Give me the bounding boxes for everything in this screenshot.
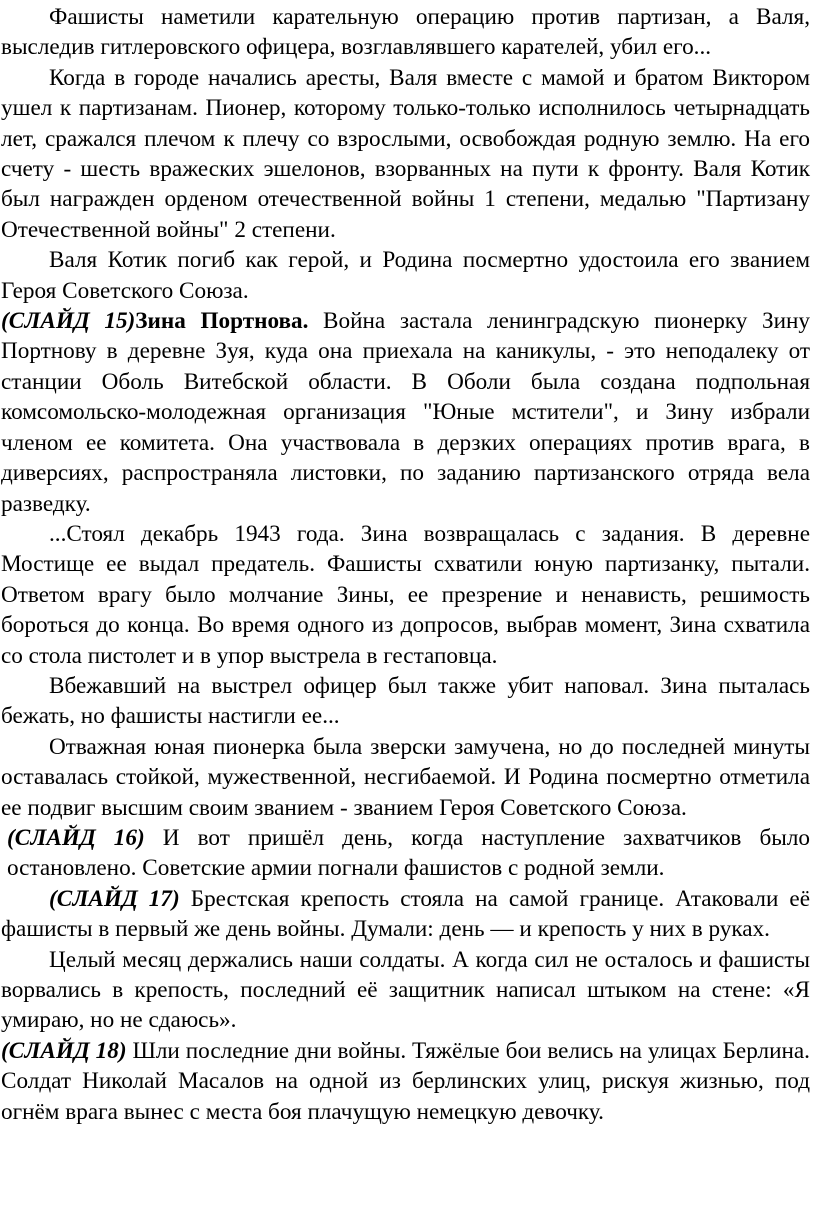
paragraph-body: Война застала ленинградскую пионерку Зину Портнову в деревне Зуя, куда она приехала на каникулы, - это неподалеку от станции Оболь Витебской области. В Оболи была создана подпольная комсомольско-молодежная организация "Юные мстители", и Зину избрали членом ее комитета. Она участвовала в дерзких операциях против врага, в диверсиях, распространяла листовки, по заданию партизанского отряда вела разведку.	[1, 308, 810, 517]
paragraph-brest-defenders: Целый месяц держались наши солдаты. А когда сил не осталось и фашисты ворвались в крепость, последний её защитник написал штыком на стене: «Я умираю, но не сдаюсь».	[1, 946, 810, 1034]
paragraph-zina-hero: Отважная юная пионерка была зверски замучена, но до последней минуты оставалась стойкой, мужественной, несгибаемой. И Родина посмертно отметила ее подвиг высшим своим званием - званием Героя Советского Союза.	[1, 733, 810, 821]
hero-name-zina: Зина Портнова.	[135, 308, 309, 335]
paragraph-zina-portnova	[1, 306, 810, 519]
paragraph-december-1943: ...Стоял декабрь 1943 года. Зина возвращалась с задания. В деревне Мостище ее выдал предатель. Фашисты схватили юную партизанку, пытали. Ответом врагу было молчание Зины, ее презрение и ненависть, решимость бороться до конца. Во время одного из допросов, выбрав момент, Зина схватила со стола пистолет и в упор выстрела в гестаповца.	[1, 520, 810, 669]
paragraph-partisan-operation: Фашисты наметили карательную операцию против партизан, а Валя, выследив гитлеровского офицера, возглавлявшего карателей, убил его...	[1, 4, 810, 61]
paragraph-body: Шли последние дни войны. Тяжёлые бои велись на улицах Берлина. Солдат Николай Масалов на одной из берлинских улиц, рискуя жизнью, под огнём врага вынес с места боя плачущую немецкую девочку.	[1, 1037, 810, 1125]
slide-marker-15: (СЛАЙД 15)	[1, 308, 136, 335]
paragraph-slide-16	[1, 823, 810, 884]
paragraph-body: И вот пришёл день, когда наступление захватчиков было остановлено. Советские армии погнали фашистов с родной земли.	[7, 824, 810, 882]
slide-marker-18: (СЛАЙД 18)	[1, 1037, 127, 1064]
paragraph-officer-killed: Вбежавший на выстрел офицер был также убит наповал. Зина пыталась бежать, но фашисты настигли ее...	[1, 672, 810, 730]
slide-marker-16: (СЛАЙД 16)	[7, 824, 145, 851]
paragraph-slide-18	[1, 1036, 810, 1127]
paragraph-arrests: Когда в городе начались аресты, Валя вместе с мамой и братом Виктором ушел к партизанам. Пионер, которому только-только исполнилось четырнадцать лет, сражался плечом к плечу со взрослыми, освобождая родную землю. На его счету - шесть вражеских эшелонов, взорванных на пути к фронту. Валя Котик был награжден орденом отечественной войны 1 степени, медалью "Партизану Отечественной войны" 2 степени.	[1, 64, 810, 243]
slide-marker-17: (СЛАЙД 17)	[49, 885, 180, 912]
paragraph-body: Брестская крепость стояла на самой границе. Атаковали её фашисты в первый же день войны. Думали: день — и крепость у них в руках.	[1, 885, 810, 943]
paragraph-slide-17	[1, 884, 810, 945]
paragraph-valya-death: Валя Котик погиб как герой, и Родина посмертно удостоила его званием Героя Советского Союза.	[1, 247, 810, 304]
